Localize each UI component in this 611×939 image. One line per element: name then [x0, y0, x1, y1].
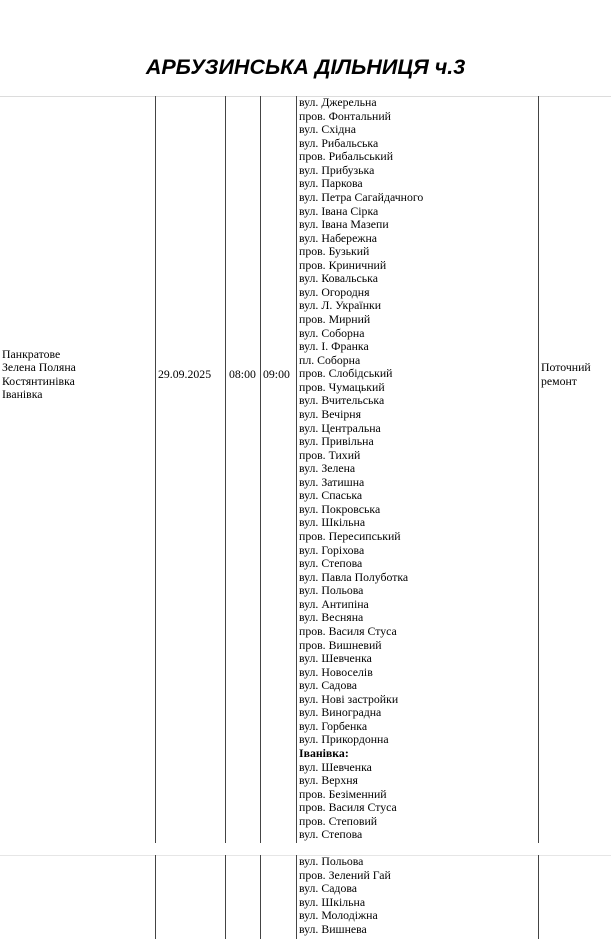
outage-date: 29.09.2025 [158, 367, 212, 381]
settlement-name: Костянтинівка [2, 373, 75, 388]
column-divider [260, 96, 261, 843]
street-name: вул. Соборна [299, 325, 365, 340]
street-name: вул. Прикордонна [299, 732, 389, 747]
street-name: вул. Шевченка [299, 651, 372, 666]
column-divider [296, 96, 297, 843]
outage-start-time: 08:00 [229, 367, 256, 381]
street-name: вул. Центральна [299, 420, 381, 435]
settlement-name: Іванівка [2, 387, 43, 402]
street-name: вул. Павла Полуботка [299, 569, 409, 584]
street-name: пров. Фонтальний [299, 108, 391, 123]
street-name: вул. Новоселів [299, 664, 373, 679]
street-name: вул. Привільна [299, 434, 374, 449]
street-list [299, 96, 535, 747]
street-name: вул. Огородня [299, 284, 370, 299]
street-name: вул. Прибузька [299, 162, 375, 177]
settlement-heading: Іванівка: [299, 746, 349, 760]
street-name: вул. Садова [299, 881, 357, 896]
column-divider [538, 96, 539, 843]
reason-cell [541, 361, 609, 388]
streets-cell [299, 855, 535, 936]
street-name: вул. Горбенка [299, 718, 368, 733]
table-row [0, 96, 611, 843]
time-to-cell [263, 368, 290, 382]
street-name: пров. Зелений Гай [299, 867, 391, 882]
street-name: пров. Тихий [299, 447, 361, 462]
column-divider [225, 855, 226, 939]
street-list [299, 855, 535, 936]
street-name: пров. Чумацький [299, 379, 385, 394]
column-divider [260, 855, 261, 939]
street-name: вул. Івана Мазепи [299, 217, 389, 232]
street-name: пл. Соборна [299, 352, 361, 367]
street-name: вул. Шевченка [299, 759, 372, 774]
street-list [299, 761, 535, 842]
street-name: вул. Шкільна [299, 894, 366, 909]
street-name: пров. Пересипський [299, 529, 401, 543]
outage-end-time: 09:00 [263, 367, 290, 381]
street-name: вул. Польова [299, 854, 364, 868]
street-name: пров. Василя Стуса [299, 623, 397, 638]
street-name: вул. Виноградна [299, 705, 382, 720]
street-name: вул. Горіхова [299, 542, 365, 557]
street-name: вул. Набережна [299, 230, 378, 245]
street-name: пров. Мирний [299, 312, 371, 326]
street-name: вул. Степова [299, 827, 363, 842]
street-name: вул. Весняна [299, 610, 364, 625]
street-name: вул. Ковальська [299, 271, 378, 286]
street-name: вул. Нові застройки [299, 691, 399, 706]
table-row [0, 855, 611, 939]
settlement-list [2, 348, 76, 402]
street-name: вул. Антипіна [299, 596, 369, 611]
street-name: вул. Польова [299, 583, 364, 598]
street-name: вул. Зелена [299, 461, 356, 476]
settlements-cell [2, 348, 76, 402]
street-name: вул. Покровська [299, 501, 381, 516]
date-cell [158, 368, 211, 382]
street-name: пров. Бузький [299, 244, 370, 259]
column-divider [296, 855, 297, 939]
street-name: пров. Криничний [299, 257, 387, 272]
street-name: пров. Рибальський [299, 149, 394, 164]
street-name: вул. Затишна [299, 474, 365, 489]
streets-cell [299, 96, 535, 842]
settlement-name: Панкратове [2, 346, 61, 361]
street-name: вул. Л. Українки [299, 298, 382, 313]
street-name: пров. Степовий [299, 813, 378, 828]
street-name: пров. Безіменний [299, 786, 387, 801]
street-name: вул. Спаська [299, 488, 363, 503]
street-name: пров. Василя Стуса [299, 800, 397, 815]
street-name: вул. Молодіжна [299, 908, 378, 923]
street-name: пров. Вишневий [299, 637, 382, 652]
street-name: вул. Вечірня [299, 406, 361, 421]
street-name: вул. Верхня [299, 773, 358, 788]
outage-reason: Поточний ремонт [541, 360, 591, 388]
street-name: вул. Шкільна [299, 515, 366, 530]
street-name: вул. Вишнева [299, 921, 367, 936]
column-divider [155, 855, 156, 939]
street-name: вул. І. Франка [299, 339, 369, 354]
street-name: вул. Петра Сагайдачного [299, 189, 424, 204]
column-divider [155, 96, 156, 843]
settlement-name: Зелена Поляна [2, 360, 76, 375]
street-name: вул. Івана Сірка [299, 203, 379, 218]
street-name: пров. Слобідський [299, 366, 393, 381]
street-name: вул. Садова [299, 678, 357, 693]
street-name: вул. Паркова [299, 176, 363, 191]
column-divider [538, 855, 539, 939]
time-from-cell [229, 368, 256, 382]
street-name: вул. Джерельна [299, 95, 377, 109]
street-name: вул. Рибальська [299, 135, 379, 150]
street-name: вул. Східна [299, 122, 356, 137]
street-name: вул. Вчительська [299, 393, 385, 408]
page-title: АРБУЗИНСЬКА ДІЛЬНИЦЯ ч.3 [145, 55, 466, 79]
street-name: вул. Степова [299, 556, 363, 571]
column-divider [225, 96, 226, 843]
